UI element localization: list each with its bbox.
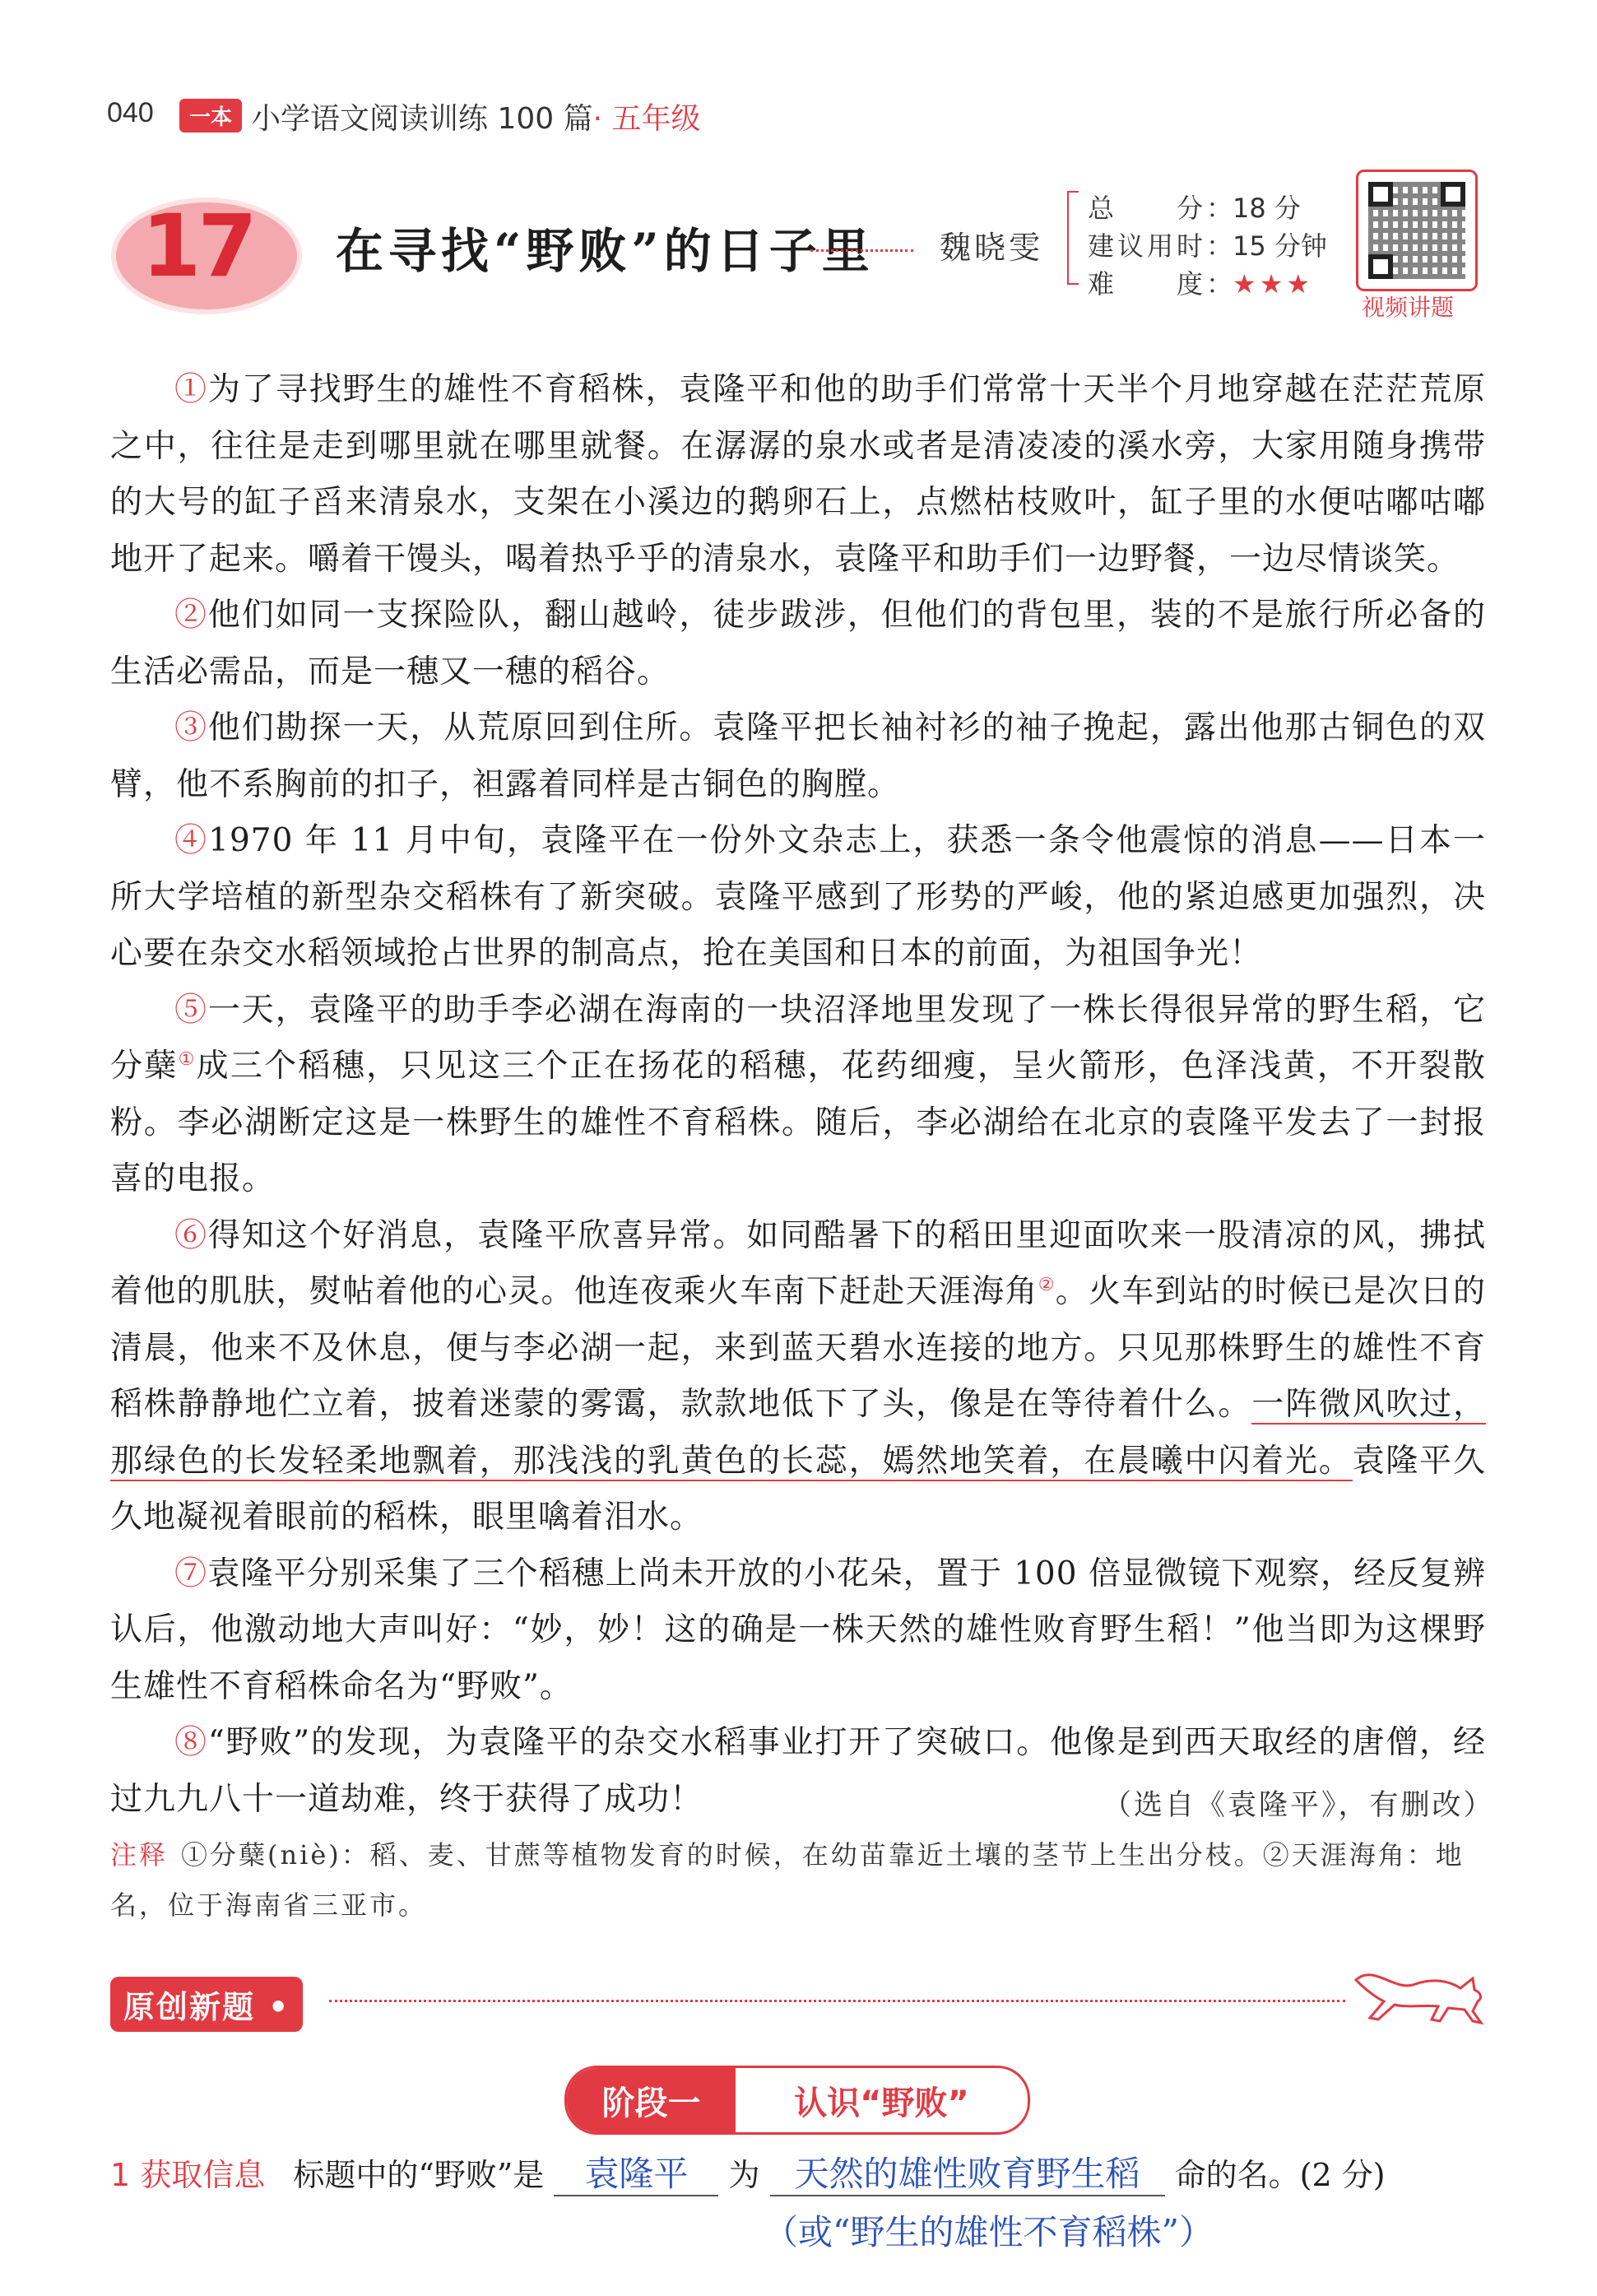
paragraph-text: 成三个稻穗，只见这三个正在扬花的稻穗，花药细瘦，呈火箭形，色泽浅黄，不开裂散粉。李必湖断定这是一株野生的雄性不育稻株。随后，李必湖给在北京的袁隆平发去了一封报喜的电报。 [110,1048,1486,1197]
paragraph-number: ③ [174,709,208,746]
paragraph-6 [110,1208,1486,1546]
paragraph-5 [110,983,1486,1208]
underlined-sentence: 一阵微风吹过，那绿色的长发轻柔地飘着，那浅浅的乳黄色的长蕊，嫣然地笑着，在晨曦中闪着光。 [110,1386,1486,1480]
running-cat-icon [1349,1947,1489,2029]
question-text-part1: 标题中的“野败”是 [293,2157,545,2193]
paragraph-text: 。火车到站的时候已是次日的清晨，他来不及休息，便与李必湖一起，来到蓝天碧水连接的地方。只见那株野生的雄性不育稻株静静地伫立着，披着迷蒙的雾霭，款款地低下了头，像是在等待着什么。 [110,1273,1486,1423]
annotation-notes [110,1830,1486,1931]
paragraph-number: ⑥ [174,1216,208,1254]
meta-time-value: 15 分钟 [1233,230,1327,262]
paragraph-number: ② [174,597,208,634]
question-type: 获取信息 [140,2157,266,2193]
meta-bracket [1067,191,1079,285]
question-1 [110,2150,1386,2196]
paragraph-number: ⑦ [174,1555,208,1592]
paragraph-1 [110,362,1486,588]
section-dot: • [268,1989,290,2025]
answer-blank-1[interactable]: 袁隆平 [554,2154,718,2196]
paragraph-number: ④ [174,822,209,859]
stage-heading [564,2066,1030,2135]
meta-difficulty-label: 难 度： [1088,268,1237,300]
page-number: 040 [107,97,154,128]
footnote-marker: ① [178,1049,197,1070]
answer-blank-2[interactable]: 天然的雄性败育野生稻 [770,2154,1165,2196]
brand-badge: 一本 [179,99,242,132]
title-dotted-line [810,249,913,252]
paragraph-text: 为了寻找野生的雄性不育稻株，袁隆平和他的助手们常常十天半个月地穿越在茫茫荒原之中，往往是走到哪里就在哪里就餐。在潺潺的泉水或者是清凌凌的溪水旁，大家用随身携带的大号的缸子舀来清泉水，支架在小溪边的鹅卵石上，点燃枯枝败叶，缸子里的水便咕嘟咕嘟地开了起来。嚼着干馒头，喝着热乎乎的清泉水，袁隆平和助手们一边野餐，一边尽情谈笑。 [110,371,1486,578]
paragraph-text: 1970 年 11 月中旬，袁隆平在一份外文杂志上，获悉一条令他震惊的消息——日本一所大学培植的新型杂交稻株有了新突破。袁隆平感到了形势的严峻，他的紧迫感更加强烈，决心要在杂交水稻领域抢占世界的制高点，抢在美国和日本的前面，为祖国争光！ [110,822,1486,972]
paragraph-text: 袁隆平久久地凝视着眼前的稻株，眼里噙着泪水。 [110,1442,1486,1536]
paragraph-text: “野败”的发现，为袁隆平的杂交水稻事业打开了突破口。他像是到西天取经的唐僧，经过九九八十一道劫难，终于获得了成功！ [110,1724,1486,1818]
paragraph-2 [110,588,1486,700]
lesson-title: 在寻找“野败”的日子里 [336,223,875,279]
paragraph-number: ⑧ [174,1724,208,1761]
meta-time-label: 建议用时： [1088,230,1237,262]
qr-code-icon[interactable] [1356,170,1478,291]
handwritten-alternate-answer: （或“野生的雄性不育稻株”） [764,2212,1214,2252]
paragraph-4 [110,813,1486,983]
notes-label: 注释 [110,1839,169,1871]
meta-score-label: 总 分： [1088,193,1237,224]
question-text-part3: 命的名。(2 分) [1174,2157,1386,2193]
section-dotted-line [329,2000,1345,2002]
paragraph-text: 一天，袁隆平的助手李必湖在海南的一块沼泽地里发现了一株长得很异常的野生稻，它分蘖 [110,991,1486,1085]
paragraph-text: 他们如同一支探险队，翻山越岭，徒步跋涉，但他们的背包里，装的不是旅行所必备的生活必需品，而是一穗又一穗的稻谷。 [110,597,1486,690]
paragraph-text: 得知这个好消息，袁隆平欣喜异常。如同酷暑下的稻田里迎面吹来一股清凉的风，拂拭着他的肌肤，熨帖着他的心灵。他连夜乘火车南下赶赴天涯海角 [110,1216,1486,1310]
book-title [251,95,701,137]
footnote-marker: ② [1038,1275,1056,1295]
paragraph-3 [110,700,1486,813]
video-lesson-link[interactable]: 视频讲题 [1362,294,1455,321]
notes-text: ①分蘖(niè)：稻、麦、甘蔗等植物发育的时候，在幼苗靠近土壤的茎节上生出分枝。②天涯海角：地名，位于海南省三亚市。 [110,1839,1465,1921]
meta-difficulty [1088,263,1313,301]
question-text-part2: 为 [728,2157,760,2193]
section-title: 原创新题 [123,1989,256,2025]
meta-score-value: 18 分 [1233,193,1301,224]
article-body [110,362,1486,1828]
stage-label: 阶段一 [567,2068,736,2132]
question-number: 1 [110,2157,131,2193]
paragraph-text: 袁隆平分别采集了三个稻穗上尚未开放的小花朵，置于 100 倍显微镜下观察，经反复辨认后，他激动地大声叫好：“妙，妙！这的确是一株天然的雄性败育野生稻！”他当即为这棵野生雄性不育稻株命名为“野败”。 [110,1555,1486,1705]
source-citation: （选自《袁隆平》，有删改） [1103,1789,1495,1822]
paragraph-number: ⑤ [174,991,208,1029]
book-title-text: 小学语文阅读训练 100 篇 [251,102,593,136]
author: 魏晓雯 [940,230,1044,266]
grade-label: · 五年级 [592,102,701,136]
meta-score [1088,188,1301,225]
stage-topic: 认识“野败” [794,2084,969,2122]
section-title-badge [110,1977,303,2032]
meta-time [1088,225,1327,263]
paragraph-text: 他们勘探一天，从荒原回到住所。袁隆平把长袖衬衫的袖子挽起，露出他那古铜色的双臂，他不系胸前的扣子，袒露着同样是古铜色的胸膛。 [110,709,1486,803]
paragraph-number: ① [174,371,208,408]
lesson-number: 17 [142,196,254,296]
paragraph-7 [110,1546,1486,1716]
difficulty-stars-icon: ★★★ [1233,268,1314,300]
